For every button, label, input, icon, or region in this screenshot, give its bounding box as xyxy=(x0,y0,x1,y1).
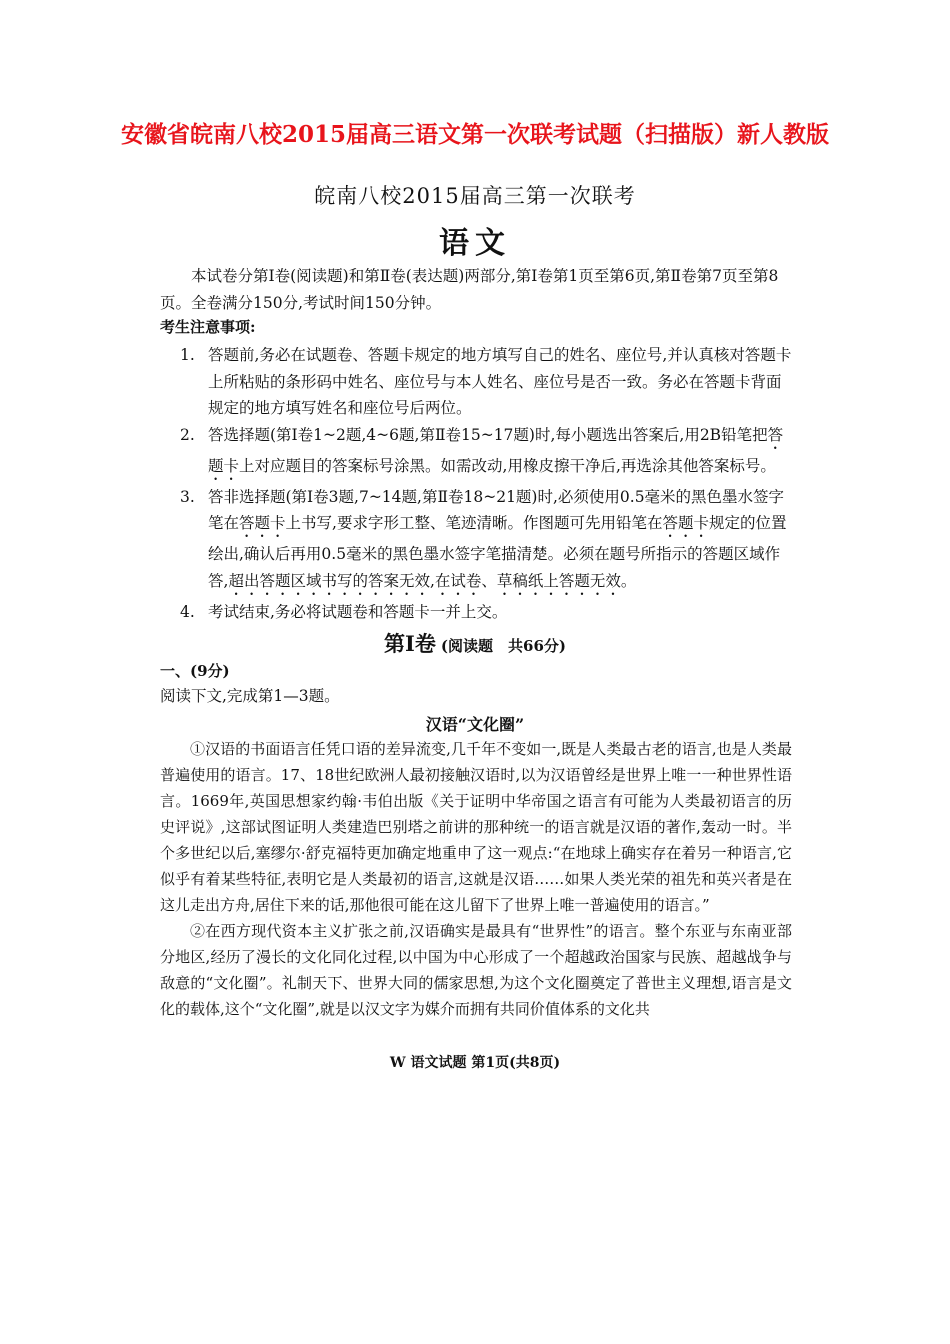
part-title-sub: (阅读题 共66分) xyxy=(440,637,566,655)
document-title: 安徽省皖南八校2015届高三语文第一次联考试题（扫描版）新人教版 xyxy=(120,121,829,148)
part-title-main: 第Ⅰ卷 xyxy=(384,631,436,656)
notice-item-number: 2. xyxy=(180,425,195,444)
article-paragraph: ①汉语的书面语言任凭口语的差异流变,几千年不变如一,既是人类最古老的语言,也是人类最普遍使用的语言。17、18世纪欧洲人最初接触汉语时,以为汉语曾经是世界上唯一一种世界性语言。1669年,英国思想家约翰·韦伯出版《关于证明中华帝国之语言有可能为人类最初语言的历史评说》,这部试图证明人类建造巴别塔之前讲的那种统一的语言就是汉语的著作,轰动一时。半个多世纪以后,塞缪尔·舒克福特更加确定地重申了这一观点:“在地球上确实存在着另一种语言,它似乎有着某些特征,表明它是人类最初的语言,这就是汉语……如果人类光荣的祖先和英兴者是在这儿走出方舟,居住下来的话,那他很可能在这儿留下了世界上唯一普遍使用的语言。” xyxy=(160,740,792,914)
notice-text-segment: 上书写,要求字形工整、笔迹清晰。作图题可先用铅笔在 xyxy=(285,514,663,532)
notice-item xyxy=(180,342,792,422)
notice-title: 考生注意事项: xyxy=(160,318,256,336)
emphasis-text: 答题卡 xyxy=(239,514,286,532)
notice-item-number: 3. xyxy=(180,487,195,506)
notice-item xyxy=(180,599,792,626)
emphasis-text: 答题卡 xyxy=(662,514,709,532)
section-heading: 一、(9分) xyxy=(160,662,230,680)
exam-title: 皖南八校2015届高三第一次联考 xyxy=(314,184,636,208)
notice-item-text: 答题前,务必在试题卷、答题卡规定的地方填写自己的姓名、座位号,并认真核对答题卡上所粘贴的条形码中姓名、座位号与本人姓名、座位号是否一致。务必在答题卡背面规定的地方填写姓名和座位号后两位。 xyxy=(208,346,792,417)
part-title xyxy=(0,628,950,658)
emphasis-text: 超出答题区域书写的答案无效,在试卷、草稿纸上答题无效 xyxy=(228,571,621,590)
notice-item-text: 考试结束,务必将试题卷和答题卡一并上交。 xyxy=(208,602,508,621)
page-footer: W 语文试题 第1页(共8页) xyxy=(389,1055,561,1071)
notice-text-segment: 答非选择题(第Ⅰ卷3题,7~14题,第Ⅱ卷18~21题)时,必须使用0.5毫米的黑色墨水签字笔在 xyxy=(208,487,785,532)
section-instruction: 阅读下文,完成第1—3题。 xyxy=(160,687,340,705)
notice-list xyxy=(180,342,792,625)
notice-item-text xyxy=(208,426,783,475)
notice-text-segment: 。 xyxy=(620,571,637,590)
notice-text-segment: 答选择题(第Ⅰ卷1~2题,4~6题,第Ⅱ卷15~17题)时,每小题选出答案后,用2B铅笔把 xyxy=(208,425,768,444)
notice-text-segment: 上对应题目的答案标号涂黑。如需改动,用橡皮擦干净后,再选涂其他答案标号。 xyxy=(239,456,776,475)
article-title: 汉语“文化圈” xyxy=(425,715,525,734)
subject-title: 语文 xyxy=(439,226,511,261)
exam-intro: 本试卷分第Ⅰ卷(阅读题)和第Ⅱ卷(表达题)两部分,第Ⅰ卷第1页至第6页,第Ⅱ卷第7页至第8页。全卷满分150分,考试时间150分钟。 xyxy=(160,267,779,312)
notice-item-number: 4. xyxy=(180,602,195,621)
emphasis-text: 答题卡 xyxy=(208,425,784,475)
notice-item-number: 1. xyxy=(180,346,195,364)
notice-item xyxy=(180,484,792,599)
article-body xyxy=(160,736,792,1022)
notice-text-segment: 规定的位置绘出,确认后再用0.5毫米的黑色墨水签字笔描清楚。必须在题号所指示的答题区域作答, xyxy=(208,514,787,590)
notice-item xyxy=(180,422,792,484)
notice-item-text xyxy=(208,488,787,590)
article-paragraph: ②在西方现代资本主义扩张之前,汉语确实是最具有“世界性”的语言。整个东亚与东南亚部分地区,经历了漫长的文化同化过程,以中国为中心形成了一个超越政治国家与民族、超越战争与敌意的“文化圈”。礼制天下、世界大同的儒家思想,为这个文化圈奠定了普世主义理想,语言是文化的载体,这个“文化圈”,就是以汉文字为媒介而拥有共同价值体系的文化共 xyxy=(160,922,792,1018)
